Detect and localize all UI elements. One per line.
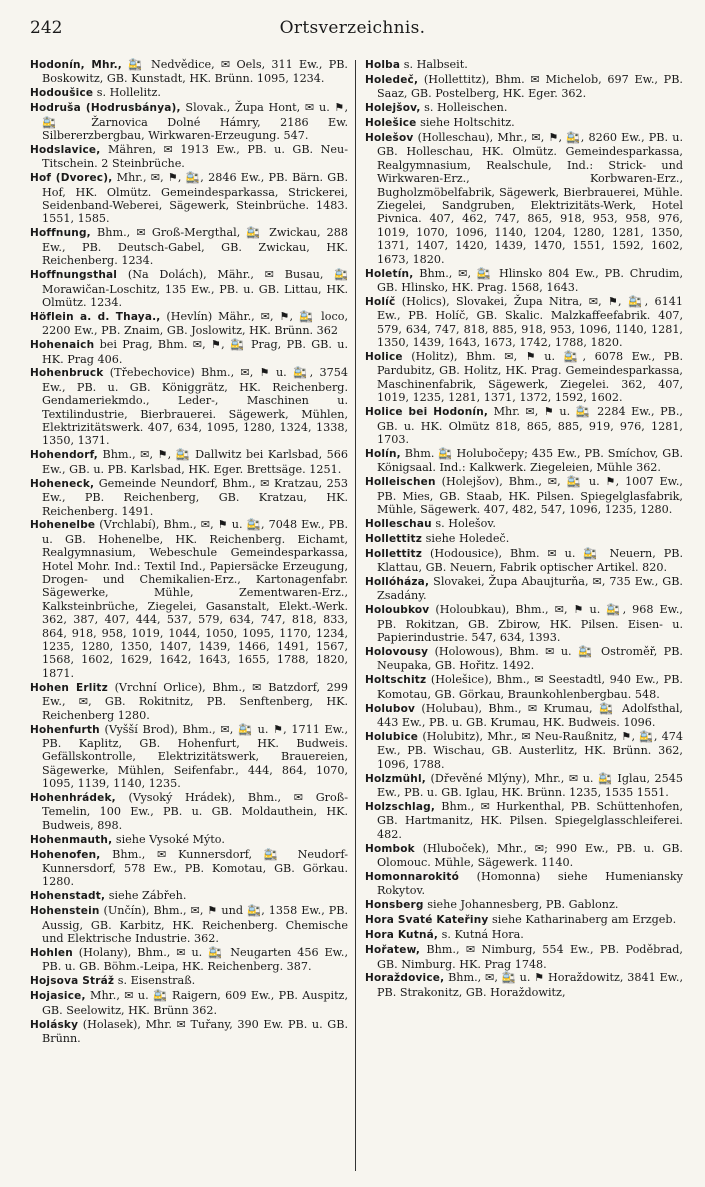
directory-entry bbox=[365, 645, 683, 673]
directory-entry bbox=[30, 723, 348, 791]
entry-text: bei Prag, Bhm. ✉, ⚑, 🚉 Prag, PB. GB. u. HK. Prag 406. bbox=[42, 338, 349, 366]
entry-text: (Holubau), Bhm., ✉ Krumau, 🚉 Adolfsthal, 443 Ew., PB. u. GB. Krumau, HK. Budweis. 1096. bbox=[376, 701, 683, 730]
entry-text: (Hluboček), Mhr., ✉; 990 Ew., PB. u. GB. Olomouc. Mühle, Sägewerk. 1140. bbox=[376, 841, 683, 870]
directory-entry bbox=[30, 310, 348, 338]
page-number: 242 bbox=[30, 18, 63, 38]
entry-text: (Holoubkau), Bhm., ✉, ⚑ u. 🚉, 968 Ew., PB. Rokitzan, GB. Zbirow, HK. Pilsen. Eisen- u. Papierindustrie. 547, 634, 1393. bbox=[376, 603, 683, 645]
directory-entry bbox=[365, 971, 683, 999]
entry-headword: Hojasice, bbox=[30, 990, 86, 1003]
directory-entry bbox=[365, 913, 683, 927]
entry-headword: Hohen Erlitz bbox=[30, 681, 108, 694]
directory-entry bbox=[365, 772, 683, 800]
directory-entry bbox=[365, 673, 683, 701]
entry-text: Mhr., ✉ u. 🚉 Raigern, 609 Ew., PB. Auspitz, GB. Seelowitz, HK. Brünn 362. bbox=[42, 989, 349, 1017]
entry-headword: Holleschau bbox=[364, 517, 432, 530]
entry-text: (Na Dolách), Mähr., ✉ Busau, 🚉 Morawičan-Loschitz, 135 Ew., PB. u. GB. Littau, HK. Olmütz. 1234. bbox=[42, 268, 349, 309]
directory-entry bbox=[365, 603, 683, 644]
entry-text: Bhm., ✉, ⚑, 🚉 Dallwitz bei Karlsbad, 566 Ew., GB. u. PB. Karlsbad, HK. Eger. Brettsäge. 1251. bbox=[42, 448, 349, 476]
entry-text: (Holešice), Bhm., ✉ Seestadtl, 940 Ew., PB. Komotau, GB. Görkau, Braunkohlenbergbau. 548. bbox=[376, 673, 683, 701]
entry-text: Mhr., ✉, ⚑, 🚉, 2846 Ew., PB. Bärn. GB. Hof, HK. Olmütz. Gemeindesparkassa, Strickerei, Seidenband-Weberei, Sägewerk, Steinbrüche. 1483. 1551, 1585. bbox=[42, 171, 349, 226]
entry-headword: Hohenaich bbox=[30, 339, 95, 352]
entry-headword: Hollettitz bbox=[364, 547, 423, 560]
directory-entry bbox=[30, 338, 348, 366]
entry-headword: Hodruša (Hodrusbánya), bbox=[30, 102, 181, 115]
entry-text: siehe Holedeč. bbox=[425, 531, 510, 545]
entry-headword: Holín, bbox=[364, 447, 401, 460]
entry-text: Slovak., Župa Hont, ✉ u. ⚑, 🚉 Žarnovica Dolné Hámry, 2186 Ew. Silbererzbergbau, Wirkwaren-Erzeugung. 547. bbox=[42, 101, 349, 143]
directory-entry bbox=[30, 946, 348, 974]
entry-text: siehe Vysoké Mýto. bbox=[115, 832, 225, 846]
entry-text: s. Kutná Hora. bbox=[441, 928, 524, 942]
entry-headword: Hombok bbox=[364, 842, 415, 855]
entry-headword: Holetín, bbox=[364, 267, 414, 280]
directory-entry bbox=[365, 575, 683, 603]
directory-entry bbox=[365, 547, 683, 575]
entry-text: (Holics), Slovakei, Župa Nitra, ✉, ⚑, 🚉, 6141 Ew., PB. Holíč, GB. Skalic. Malzkaffeefabrik. 407, 579, 634, 747, 818, 885, 918, 953, 1096, 1140, 1281, 1350, 1439, 1643, 1673, 1742, 1788, 1820. bbox=[376, 294, 683, 350]
entry-text: Bhm., ✉ Kunnersdorf, 🚉 Neudorf-Kunnersdorf, 578 Ew., PB. Komotau, GB. Görkau. 1280. bbox=[42, 847, 349, 889]
entry-headword: Holíč bbox=[364, 295, 396, 308]
entry-text: (Vrchlabí), Bhm., ✉, ⚑ u. 🚉, 7048 Ew., PB. u. GB. Hohenelbe, HK. Reichenberg. Eichamt, Realgymnasium, Webeschule Gemeindesparkassa, Hotel Mohr. Ind.: Textil Ind., Papiersäcke Erzeugung, Drogen- und Chemikalien-Erz., Kartonagenfabr. Sägewerke, Mühle, Zementwaren-Erz., Kalksteinbrüche, Ziegelei, Gasanstalt, Elekt.-Werk. 362, 387, 407, 444, 537, 579, 634, 747, 818, 833, 864, 918, 958, 1019, 1044, 1050, 1095, 1170, 1234, 1235, 1280, 1350, 1407, 1439, 1466, 1491, 1567, 1568, 1602, 1629, 1642, 1643, 1655, 1788, 1820, 1871. bbox=[42, 518, 349, 680]
directory-entry bbox=[365, 730, 683, 771]
entry-text: siehe Katharinaberg am Erzgeb. bbox=[492, 913, 677, 927]
entry-headword: Hohenbruck bbox=[30, 367, 104, 380]
entry-headword: Hohenstein bbox=[30, 905, 100, 918]
entry-headword: Hora Svaté Kateřiny bbox=[364, 914, 489, 927]
entry-text: (Holasek), Mhr. ✉ Tuřany, 390 Ew. PB. u. GB. Brünn. bbox=[42, 1017, 349, 1045]
directory-entry bbox=[365, 295, 683, 350]
entry-text: Mähren, ✉ 1913 Ew., PB. u. GB. Neu-Titschein. 2 Steinbrüche. bbox=[42, 142, 349, 171]
entry-headword: Hodslavice, bbox=[30, 143, 101, 156]
entry-headword: Holedeč, bbox=[364, 73, 419, 86]
directory-entry bbox=[365, 898, 683, 912]
directory-entry bbox=[30, 477, 348, 518]
directory-entry bbox=[365, 928, 683, 942]
entry-text: (Holowous), Bhm. ✉ u. 🚉 Ostroměř, PB. Neupaka, GB. Hořitz. 1492. bbox=[376, 645, 683, 673]
entry-headword: Holleischen bbox=[364, 476, 436, 489]
entry-headword: Homonnarokitó bbox=[364, 871, 459, 884]
entry-text: Gemeinde Neundorf, Bhm., ✉ Kratzau, 253 Ew., PB. Reichenberg, GB. Kratzau, HK. Reichenberg. 1491. bbox=[42, 476, 349, 518]
directory-entry bbox=[30, 791, 348, 832]
entry-headword: Holásky bbox=[30, 1018, 79, 1031]
directory-entry bbox=[365, 475, 683, 516]
entry-headword: Hof (Dvorec), bbox=[30, 172, 113, 185]
left-column bbox=[30, 58, 355, 1173]
entry-text: Bhm., ✉ Nimburg, 554 Ew., PB. Poděbrad, GB. Nimburg. HK. Prag 1748. bbox=[376, 943, 683, 971]
directory-entry bbox=[365, 702, 683, 730]
directory-entry bbox=[365, 870, 683, 898]
entry-headword: Höflein a. d. Thaya., bbox=[30, 310, 161, 323]
entry-text: siehe Johannesberg, PB. Gablonz. bbox=[427, 898, 619, 912]
directory-entry bbox=[30, 101, 348, 142]
directory-entry bbox=[30, 1018, 348, 1046]
directory-entry bbox=[365, 447, 683, 475]
entry-text: (Hodousice), Bhm. ✉ u. 🚉 Neuern, PB. Klattau, GB. Neuern, Fabrik optischer Artikel. 820. bbox=[376, 546, 683, 575]
entry-headword: Hoheneck, bbox=[30, 477, 95, 490]
entry-headword: Holtschitz bbox=[364, 674, 427, 687]
columns bbox=[30, 58, 683, 1173]
directory-entry bbox=[30, 889, 348, 903]
directory-entry bbox=[365, 267, 683, 295]
entry-headword: Horaždovice, bbox=[364, 972, 445, 985]
entry-headword: Holzschlag, bbox=[364, 801, 436, 814]
entry-text: (Holitz), Bhm. ✉, ⚑ u. 🚉, 6078 Ew., PB. Pardubitz, GB. Holitz, HK. Prag. Gemeindesparkassa, Maschinenfabrik, Sägewerk, Ziegelei. 362, 407, 1019, 1235, 1281, 1371, 1372, 1592, 1602. bbox=[376, 350, 683, 405]
directory-entry bbox=[30, 904, 348, 945]
directory-entry bbox=[30, 848, 348, 889]
directory-entry bbox=[30, 833, 348, 847]
page-header bbox=[30, 18, 675, 44]
entry-text: (Holejšov), Bhm., ✉, 🚉 u. ⚑, 1007 Ew., PB. Mies, GB. Staab, HK. Pilsen. Spiegelglasfabrik, Mühle, Sägewerk. 407, 482, 547, 1096, 1235, 1280. bbox=[376, 475, 683, 516]
directory-entry bbox=[365, 58, 683, 72]
entry-text: Bhm., ✉ Groß-Mergthal, 🚉 Zwickau, 288 Ew., PB. Deutsch-Gabel, GB. Zwickau, HK. Reichenberg. 1234. bbox=[42, 226, 349, 268]
entry-headword: Holejšov, bbox=[364, 102, 421, 115]
entry-headword: Hollettitz bbox=[364, 532, 423, 545]
directory-entry bbox=[365, 116, 683, 130]
directory-entry bbox=[365, 350, 683, 405]
directory-entry bbox=[365, 517, 683, 531]
entry-text: (Hollettitz), Bhm. ✉ Michelob, 697 Ew., PB. Saaz, GB. Postelberg, HK. Eger. 362. bbox=[376, 72, 683, 101]
entry-headword: Hohlen bbox=[30, 947, 73, 959]
directory-entry bbox=[365, 73, 683, 101]
entry-headword: Hodonín, Mhr., bbox=[30, 59, 122, 71]
entry-headword: Hojsova Stráž bbox=[30, 975, 115, 988]
directory-entry bbox=[365, 131, 683, 266]
entry-text: s. Eisenstraß. bbox=[117, 974, 196, 988]
directory-entry bbox=[30, 268, 348, 309]
directory-entry bbox=[30, 448, 348, 476]
entry-text: siehe Zábřeh. bbox=[108, 889, 187, 903]
entry-headword: Holoubkov bbox=[364, 604, 430, 617]
directory-entry bbox=[30, 681, 348, 722]
entry-text: Bhm., ✉, 🚉 u. ⚑ Horaždowitz, 3841 Ew., PB. Strakonitz, GB. Horaždowitz, bbox=[376, 971, 683, 999]
entry-text: s. Hollelitz. bbox=[96, 86, 161, 100]
entry-text: (Třebechovice) Bhm., ✉, ⚑ u. 🚉, 3754 Ew., PB. u. GB. Königgrätz, HK. Reichenberg. Gendameriekmdo., Leder-, Maschinen u. Textilindustrie, Bierbrauerei. Sägewerk, Mühlen, Elektrizitätswerk. 407, 634, 1095, 1280, 1324, 1338, 1350, 1371. bbox=[42, 366, 349, 448]
entry-text: (Unčín), Bhm., ✉, ⚑ und 🚉, 1358 Ew., PB. Aussig, GB. Karbitz, HK. Reichenberg. Chemische und Elektrische Industrie. 362. bbox=[42, 904, 349, 946]
entry-text: (Homonna) siehe Humeniansky Rokytov. bbox=[376, 870, 683, 898]
entry-text: s. Halbseit. bbox=[403, 58, 468, 71]
entry-headword: Hohenelbe bbox=[30, 519, 96, 532]
directory-entry bbox=[365, 405, 683, 446]
entry-text: (Holany), Bhm., ✉ u. 🚉 Neugarten 456 Ew., PB. u. GB. Böhm.-Leipa, HK. Reichenberg. 387. bbox=[42, 946, 349, 974]
directory-entry bbox=[365, 943, 683, 971]
entry-text: (Holleschau), Mhr., ✉, ⚑, 🚉, 8260 Ew., PB. u. GB. Holleschau, HK. Olmütz. Gemeindesparkassa, Realgymnasium, Realschule, Ind.: Strick- und Wirkwaren-Erz., Korbwaren-Erz., Bugholzmöbelfabrik, Sägewerk, Bierbrauerei, Mühle. Ziegelei, Sandgruben, Elektrizitäts-Werk, Hotel Pivnica. 407, 462, 747, 865, 918, 953, 958, 976, 1019, 1070, 1096, 1140, 1204, 1280, 1281, 1350, 1371, 1407, 1420, 1439, 1470, 1551, 1592, 1602, 1673, 1820. bbox=[376, 131, 683, 266]
entry-headword: Holice bbox=[364, 351, 403, 364]
entry-text: Bhm. 🚉 Holubočepy; 435 Ew., PB. Smíchov, GB. Königsaal. Ind.: Kalkwerk. Ziegeleien, Mühle 362. bbox=[376, 446, 683, 475]
entry-text: Slovakei, Župa Abaujturňa, ✉, 735 Ew., GB. Zsadány. bbox=[376, 575, 683, 603]
entry-headword: Holice bei Hodonín, bbox=[364, 406, 489, 419]
directory-entry bbox=[365, 532, 683, 546]
entry-text: s. Holešov. bbox=[435, 516, 496, 530]
entry-headword: Hora Kutná, bbox=[364, 929, 439, 942]
entry-headword: Holešov bbox=[364, 132, 414, 145]
directory-entry bbox=[30, 366, 348, 447]
entry-headword: Hořatew, bbox=[364, 944, 421, 957]
entry-headword: Hohenhrádek, bbox=[30, 792, 116, 805]
entry-headword: Hohenfurth bbox=[30, 723, 100, 736]
directory-entry bbox=[365, 101, 683, 115]
entry-headword: Holovousy bbox=[364, 646, 429, 659]
entry-text: siehe Holtschitz. bbox=[420, 116, 515, 130]
entry-headword: Holubice bbox=[364, 731, 419, 743]
directory-entry bbox=[30, 58, 348, 86]
entry-headword: Hohenofen, bbox=[30, 848, 101, 861]
entry-headword: Hohenstadt, bbox=[30, 890, 106, 903]
entry-text: (Dřevěné Mlýny), Mhr., ✉ u. 🚉 Iglau, 2545 Ew., PB. u. GB. Iglau, HK. Brünn. 1235, 1535 1551. bbox=[376, 771, 683, 800]
entry-text: s. Holleischen. bbox=[424, 101, 508, 115]
directory-entry bbox=[30, 226, 348, 267]
directory-entry bbox=[30, 989, 348, 1017]
entry-headword: Holzmühl, bbox=[364, 772, 426, 785]
entry-text: (Holubitz), Mhr., ✉ Neu-Raußnitz, ⚑, 🚉, 474 Ew., PB. Wischau, GB. Austerlitz, HK. Brünn. 362, 1096, 1788. bbox=[376, 730, 683, 771]
entry-text: 🚉 Nedvědice, ✉ Oels, 311 Ew., PB. Boskowitz, GB. Kunstadt, HK. Brünn. 1095, 1234. bbox=[42, 58, 348, 86]
entry-headword: Holubov bbox=[364, 702, 416, 715]
entry-headword: Hohenmauth, bbox=[30, 833, 113, 846]
directory-entry bbox=[30, 86, 348, 100]
entry-headword: Hodoušice bbox=[30, 87, 94, 100]
entry-text: (Vyšší Brod), Bhm., ✉, 🚉 u. ⚑, 1711 Ew., PB. Kaplitz, GB. Hohenfurt, HK. Budweis. Gefällskontrolle, Elektrizitätswerk, Brauereien, Sägewerke, Mühlen, Seifenfabr., 444, 864, 1070, 1095, 1139, 1140, 1235. bbox=[42, 722, 349, 791]
entry-text: (Vysoký Hrádek), Bhm., ✉ Groß-Temelin, 100 Ew., PB. u. GB. Moldauthein, HK. Budweis, 898. bbox=[42, 791, 349, 832]
entry-headword: Hoffnungsthal bbox=[30, 269, 118, 282]
entry-headword: Hoffnung, bbox=[30, 227, 91, 240]
entry-headword: Hohendorf, bbox=[30, 449, 98, 462]
entry-headword: Holba bbox=[364, 59, 401, 71]
entry-text: (Hevlín) Mähr., ✉, ⚑, 🚉 loco, 2200 Ew., PB. Znaim, GB. Joslowitz, HK. Brünn. 362 bbox=[42, 309, 349, 338]
directory-entry bbox=[30, 171, 348, 226]
entry-text: Bhm., ✉ Hurkenthal, PB. Schüttenhofen, GB. Hartmanitz, HK. Pilsen. Spiegelglasschleiferei. 482. bbox=[376, 800, 683, 841]
entry-headword: Holešice bbox=[364, 117, 417, 130]
directory-entry bbox=[30, 974, 348, 988]
entry-headword: Hollóháza, bbox=[364, 576, 430, 589]
directory-entry bbox=[365, 800, 683, 841]
directory-entry bbox=[30, 518, 348, 680]
entry-text: Mhr. ✉, ⚑ u. 🚉 2284 Ew., PB., GB. u. HK. Olmütz 818, 865, 885, 919, 976, 1281, 1703. bbox=[376, 405, 683, 446]
entry-text: (Vrchní Orlice), Bhm., ✉ Batzdorf, 299 Ew., ✉, GB. Rokitnitz, PB. Senftenberg, HK. Reichenberg 1280. bbox=[42, 680, 349, 722]
entry-text: Bhm., ✉, 🚉 Hlinsko 804 Ew., PB. Chrudim, GB. Hlinsko, HK. Prag. 1568, 1643. bbox=[376, 266, 683, 294]
directory-entry bbox=[365, 842, 683, 870]
right-column bbox=[356, 58, 683, 1173]
directory-entry bbox=[30, 143, 348, 171]
entry-headword: Honsberg bbox=[364, 899, 424, 912]
running-title: Ortsverzeichnis. bbox=[279, 18, 426, 38]
